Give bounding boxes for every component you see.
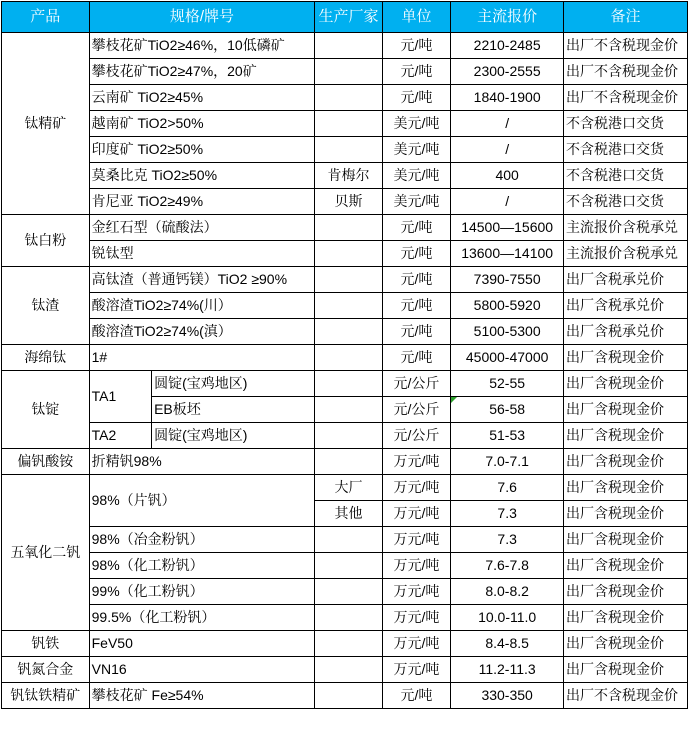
unit-cell: 元/公斤 bbox=[382, 397, 450, 423]
grade-cell: TA2 bbox=[89, 423, 151, 449]
spec-cell: 越南矿 TiO2>50% bbox=[89, 111, 315, 137]
spec-cell: VN16 bbox=[89, 657, 315, 683]
manufacturer-cell: 其他 bbox=[315, 501, 382, 527]
product-cell: 钒铁 bbox=[2, 631, 90, 657]
note-cell: 出厂含税现金价 bbox=[564, 631, 688, 657]
table-row bbox=[2, 631, 688, 657]
product-cell: 钛白粉 bbox=[2, 215, 90, 267]
note-cell: 主流报价含税承兑 bbox=[564, 215, 688, 241]
spec-cell: 99%（化工粉钒） bbox=[89, 579, 315, 605]
excel-error-flag-icon bbox=[451, 397, 457, 403]
price-cell: 11.2-11.3 bbox=[451, 657, 564, 683]
unit-cell: 元/吨 bbox=[382, 683, 450, 709]
note-cell: 出厂含税承兑价 bbox=[564, 319, 688, 345]
table-row bbox=[2, 59, 688, 85]
spec-cell: 莫桑比克 TiO2≥50% bbox=[89, 163, 315, 189]
manufacturer-cell bbox=[315, 579, 382, 605]
spec-cell: 98%（冶金粉钒） bbox=[89, 527, 315, 553]
manufacturer-cell bbox=[315, 33, 382, 59]
unit-cell: 万元/吨 bbox=[382, 553, 450, 579]
manufacturer-cell bbox=[315, 215, 382, 241]
unit-cell: 万元/吨 bbox=[382, 657, 450, 683]
price-cell: 2300-2555 bbox=[451, 59, 564, 85]
note-cell: 出厂含税承兑价 bbox=[564, 267, 688, 293]
table-row bbox=[2, 475, 688, 501]
table-row bbox=[2, 111, 688, 137]
note-cell: 出厂不含税现金价 bbox=[564, 85, 688, 111]
spec-cell: 锐钛型 bbox=[89, 241, 315, 267]
table-row bbox=[2, 345, 688, 371]
table-row bbox=[2, 163, 688, 189]
note-cell: 出厂含税现金价 bbox=[564, 657, 688, 683]
unit-cell: 元/吨 bbox=[382, 345, 450, 371]
spec-cell: 酸溶渣TiO2≥74%(滇） bbox=[89, 319, 315, 345]
table-row bbox=[2, 423, 688, 449]
header-row bbox=[2, 2, 688, 33]
manufacturer-cell bbox=[315, 85, 382, 111]
price-cell: 1840-1900 bbox=[451, 85, 564, 111]
unit-cell: 万元/吨 bbox=[382, 475, 450, 501]
manufacturer-cell bbox=[315, 397, 382, 423]
table-row bbox=[2, 319, 688, 345]
price-cell: 51-53 bbox=[451, 423, 564, 449]
price-cell: 5100-5300 bbox=[451, 319, 564, 345]
price-cell: / bbox=[451, 189, 564, 215]
table-row bbox=[2, 215, 688, 241]
note-cell: 出厂含税现金价 bbox=[564, 475, 688, 501]
table-row bbox=[2, 293, 688, 319]
price-cell: / bbox=[451, 111, 564, 137]
unit-cell: 元/吨 bbox=[382, 267, 450, 293]
unit-cell: 万元/吨 bbox=[382, 631, 450, 657]
price-cell: 8.4-8.5 bbox=[451, 631, 564, 657]
unit-cell: 万元/吨 bbox=[382, 501, 450, 527]
manufacturer-cell bbox=[315, 241, 382, 267]
product-cell: 偏钒酸铵 bbox=[2, 449, 90, 475]
unit-cell: 元/吨 bbox=[382, 319, 450, 345]
price-cell: 7.3 bbox=[451, 527, 564, 553]
price-cell: 400 bbox=[451, 163, 564, 189]
manufacturer-cell bbox=[315, 553, 382, 579]
manufacturer-cell bbox=[315, 683, 382, 709]
table-row bbox=[2, 449, 688, 475]
spec-cell: 酸溶渣TiO2≥74%(川） bbox=[89, 293, 315, 319]
manufacturer-cell bbox=[315, 137, 382, 163]
price-cell: 7.3 bbox=[451, 501, 564, 527]
spec-cell: 金红石型（硫酸法） bbox=[89, 215, 315, 241]
unit-cell: 元/吨 bbox=[382, 33, 450, 59]
header-price: 主流报价 bbox=[451, 2, 564, 33]
price-cell bbox=[451, 397, 564, 423]
note-cell: 不含税港口交货 bbox=[564, 163, 688, 189]
spec-cell: 云南矿 TiO2≥45% bbox=[89, 85, 315, 111]
spec-cell: 攀枝花矿TiO2≥47%，20矿 bbox=[89, 59, 315, 85]
note-cell: 主流报价含税承兑 bbox=[564, 241, 688, 267]
price-cell: 14500—15600 bbox=[451, 215, 564, 241]
price-cell: 8.0-8.2 bbox=[451, 579, 564, 605]
manufacturer-cell bbox=[315, 371, 382, 397]
spec-cell: 圆锭(宝鸡地区) bbox=[152, 371, 315, 397]
unit-cell: 美元/吨 bbox=[382, 111, 450, 137]
spec-cell: EB板坯 bbox=[152, 397, 315, 423]
spec-cell: 1# bbox=[89, 345, 315, 371]
table-row bbox=[2, 371, 688, 397]
price-value: 56-58 bbox=[489, 401, 526, 418]
unit-cell: 元/吨 bbox=[382, 59, 450, 85]
product-cell: 钒氮合金 bbox=[2, 657, 90, 683]
note-cell: 出厂不含税现金价 bbox=[564, 59, 688, 85]
spec-cell: 圆锭(宝鸡地区) bbox=[152, 423, 315, 449]
header-unit: 单位 bbox=[382, 2, 450, 33]
product-cell: 钒钛铁精矿 bbox=[2, 683, 90, 709]
unit-cell: 元/公斤 bbox=[382, 423, 450, 449]
product-cell: 钛锭 bbox=[2, 371, 90, 449]
note-cell: 出厂含税现金价 bbox=[564, 605, 688, 631]
manufacturer-cell bbox=[315, 605, 382, 631]
manufacturer-cell bbox=[315, 657, 382, 683]
header-product: 产品 bbox=[2, 2, 90, 33]
note-cell: 出厂含税现金价 bbox=[564, 449, 688, 475]
table-row bbox=[2, 553, 688, 579]
unit-cell: 元/吨 bbox=[382, 241, 450, 267]
note-cell: 不含税港口交货 bbox=[564, 137, 688, 163]
unit-cell: 美元/吨 bbox=[382, 137, 450, 163]
price-cell: 10.0-11.0 bbox=[451, 605, 564, 631]
spec-cell: 99.5%（化工粉钒） bbox=[89, 605, 315, 631]
unit-cell: 万元/吨 bbox=[382, 579, 450, 605]
product-cell: 钛渣 bbox=[2, 267, 90, 345]
unit-cell: 万元/吨 bbox=[382, 449, 450, 475]
spec-cell: FeV50 bbox=[89, 631, 315, 657]
note-cell: 不含税港口交货 bbox=[564, 189, 688, 215]
table-row bbox=[2, 33, 688, 59]
spec-cell: 折精钒98% bbox=[89, 449, 315, 475]
note-cell: 出厂含税承兑价 bbox=[564, 293, 688, 319]
price-cell: 7.0-7.1 bbox=[451, 449, 564, 475]
table-row bbox=[2, 267, 688, 293]
unit-cell: 美元/吨 bbox=[382, 189, 450, 215]
price-cell: 13600—14100 bbox=[451, 241, 564, 267]
note-cell: 出厂含税现金价 bbox=[564, 371, 688, 397]
table-row bbox=[2, 85, 688, 111]
manufacturer-cell bbox=[315, 631, 382, 657]
note-cell: 出厂含税现金价 bbox=[564, 527, 688, 553]
manufacturer-cell: 大厂 bbox=[315, 475, 382, 501]
unit-cell: 元/吨 bbox=[382, 215, 450, 241]
manufacturer-cell bbox=[315, 319, 382, 345]
unit-cell: 万元/吨 bbox=[382, 605, 450, 631]
note-cell: 出厂含税现金价 bbox=[564, 423, 688, 449]
table-row bbox=[2, 683, 688, 709]
note-cell: 出厂含税现金价 bbox=[564, 553, 688, 579]
product-cell: 海绵钛 bbox=[2, 345, 90, 371]
note-cell: 出厂不含税现金价 bbox=[564, 33, 688, 59]
price-cell: 7390-7550 bbox=[451, 267, 564, 293]
table-row bbox=[2, 137, 688, 163]
note-cell: 出厂含税现金价 bbox=[564, 579, 688, 605]
manufacturer-cell bbox=[315, 111, 382, 137]
manufacturer-cell bbox=[315, 449, 382, 475]
note-cell: 不含税港口交货 bbox=[564, 111, 688, 137]
manufacturer-cell bbox=[315, 59, 382, 85]
spec-cell: 攀枝花矿TiO2≥46%，10低磷矿 bbox=[89, 33, 315, 59]
note-cell: 出厂含税现金价 bbox=[564, 397, 688, 423]
price-cell: 52-55 bbox=[451, 371, 564, 397]
header-note: 备注 bbox=[564, 2, 688, 33]
price-cell: / bbox=[451, 137, 564, 163]
manufacturer-cell bbox=[315, 345, 382, 371]
table-row bbox=[2, 657, 688, 683]
spec-cell: 印度矿 TiO2≥50% bbox=[89, 137, 315, 163]
price-cell: 2210-2485 bbox=[451, 33, 564, 59]
manufacturer-cell bbox=[315, 527, 382, 553]
price-table bbox=[1, 1, 688, 709]
price-cell: 330-350 bbox=[451, 683, 564, 709]
header-spec: 规格/牌号 bbox=[89, 2, 315, 33]
price-cell: 7.6-7.8 bbox=[451, 553, 564, 579]
grade-cell: TA1 bbox=[89, 371, 151, 423]
spec-cell: 98%（片钒） bbox=[89, 475, 315, 527]
unit-cell: 元/吨 bbox=[382, 293, 450, 319]
note-cell: 出厂含税现金价 bbox=[564, 501, 688, 527]
price-cell: 7.6 bbox=[451, 475, 564, 501]
spec-cell: 肯尼亚 TiO2≥49% bbox=[89, 189, 315, 215]
header-manufacturer: 生产厂家 bbox=[315, 2, 382, 33]
unit-cell: 美元/吨 bbox=[382, 163, 450, 189]
price-cell: 45000-47000 bbox=[451, 345, 564, 371]
manufacturer-cell bbox=[315, 293, 382, 319]
manufacturer-cell: 贝斯 bbox=[315, 189, 382, 215]
table-row bbox=[2, 527, 688, 553]
manufacturer-cell bbox=[315, 267, 382, 293]
unit-cell: 元/吨 bbox=[382, 85, 450, 111]
price-cell: 5800-5920 bbox=[451, 293, 564, 319]
table-row bbox=[2, 241, 688, 267]
manufacturer-cell bbox=[315, 423, 382, 449]
product-cell: 五氧化二钒 bbox=[2, 475, 90, 631]
spec-cell: 高钛渣（普通钙镁）TiO2 ≥90% bbox=[89, 267, 315, 293]
unit-cell: 万元/吨 bbox=[382, 527, 450, 553]
manufacturer-cell: 肯梅尔 bbox=[315, 163, 382, 189]
product-cell: 钛精矿 bbox=[2, 33, 90, 215]
note-cell: 出厂不含税现金价 bbox=[564, 683, 688, 709]
spec-cell: 98%（化工粉钒） bbox=[89, 553, 315, 579]
table-row bbox=[2, 579, 688, 605]
spec-cell: 攀枝花矿 Fe≥54% bbox=[89, 683, 315, 709]
unit-cell: 元/公斤 bbox=[382, 371, 450, 397]
table-row bbox=[2, 605, 688, 631]
table-row bbox=[2, 189, 688, 215]
note-cell: 出厂含税现金价 bbox=[564, 345, 688, 371]
